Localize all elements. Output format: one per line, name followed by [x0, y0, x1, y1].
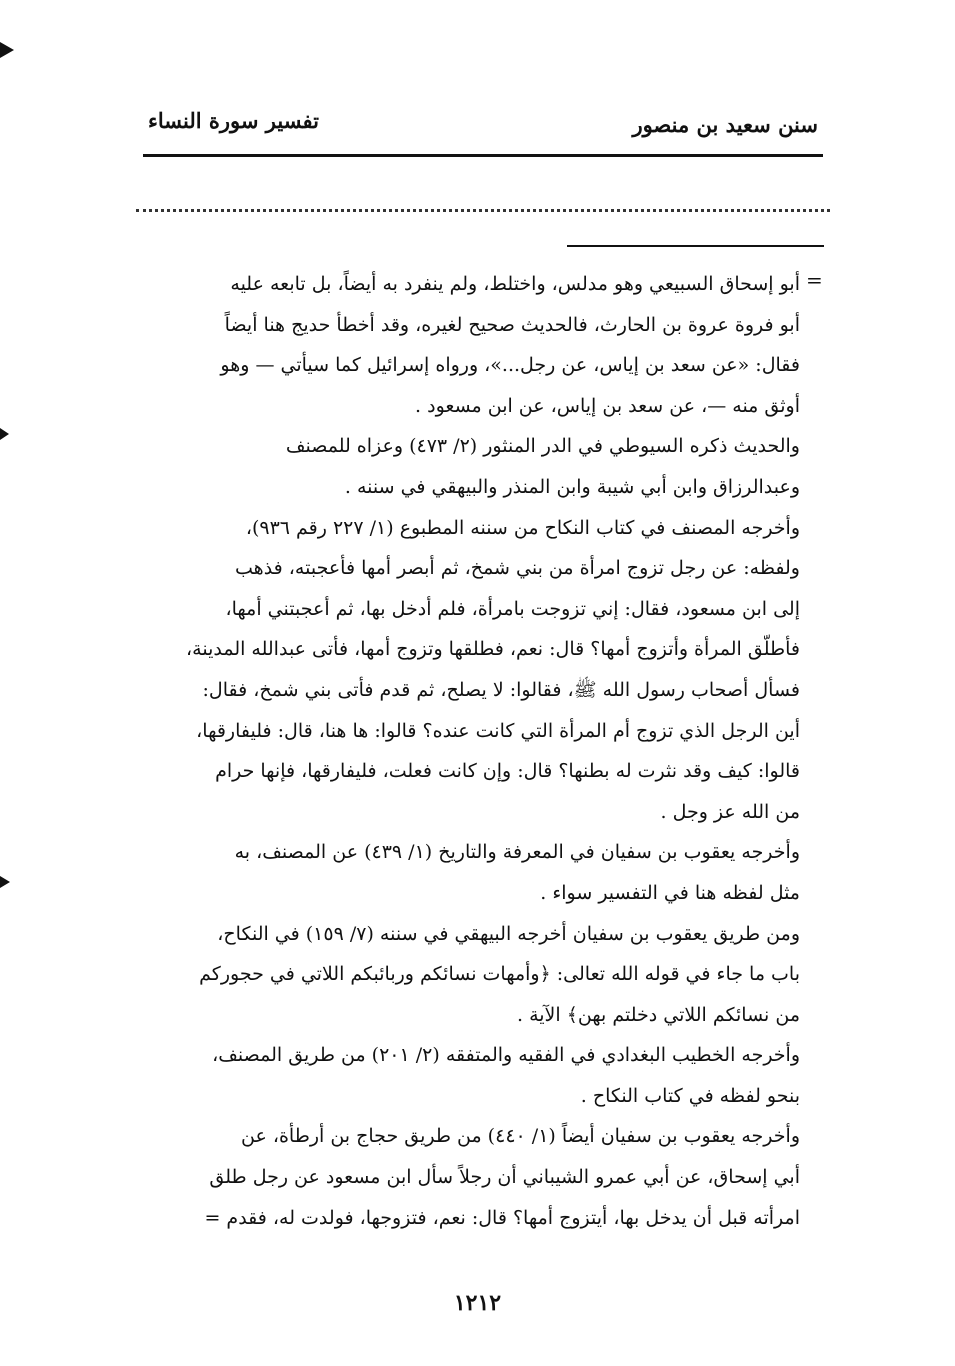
scan-margin-mark: [0, 876, 10, 888]
header-rule: [143, 154, 823, 157]
running-head: [140, 108, 822, 148]
text-line: أبو إسحاق السبيعي وهو مدلس، واختلط، ولم ينفرد به أيضاً، بل تابعه عليه: [230, 273, 800, 295]
text-line: أبو فروة عروة بن الحارث، فالحديث صحيح لغيره، وقد أخطأ حديج هنا أيضاً: [224, 313, 800, 336]
text-line: أين الرجل الذي تزوج أم المرأة التي كانت عنده؟ قالوا: ها هنا، قال: فليفارقها،: [196, 719, 800, 742]
text-line: وأخرجه يعقوب بن سفيان أيضاً (١/ ٤٤٠) من طريق حجاج بن أرطأة، عن: [241, 1125, 800, 1148]
scan-margin-mark: [0, 42, 14, 58]
chapter-title: تفسير سورة النساء: [148, 108, 319, 133]
text-line: مثل لفظه هنا في التفسير سواء .: [540, 881, 800, 904]
dotted-separator: [136, 209, 830, 212]
text-line: وأخرجه يعقوب بن سفيان في المعرفة والتاريخ (١/ ٤٣٩) عن المصنف، به: [234, 841, 800, 864]
footnote-rule: [567, 245, 824, 247]
text-line: فسأل أصحاب رسول الله ﷺ، فقالوا: لا يصلح، ثم قدم فأتى بني شمخ، فقال:: [202, 678, 800, 701]
text-line: وأخرجه المصنف في كتاب النكاح من سننه المطبوع (١/ ٢٢٧ رقم ٩٣٦)،: [245, 516, 800, 539]
text-line: قالوا: كيف وقد نثرت له بطنها؟ قال: وإن كانت فعلت، فليفارقها، فإنها حرام: [215, 760, 800, 783]
text-line: وأخرجه الخطيب البغدادي في الفقيه والمتفقه (٢/ ٢٠١) من طريق المصنف،: [212, 1044, 800, 1067]
text-line: وعبدالرزاق وابن أبي شيبة وابن المنذر والبيهقي في سننه .: [344, 475, 800, 498]
text-line: والحديث ذكره السيوطي في الدر المنثور (٢/ ٤٧٣) وعزاه للمصنف: [285, 435, 800, 458]
page-number: ١٢١٢: [453, 1290, 502, 1316]
text-line: امرأته قبل أن يدخل بها، أيتزوج أمها؟ قال: نعم، فتزوجها، فولدت له، فقدم =: [204, 1206, 800, 1229]
text-line: إلى ابن مسعود، فقال: إني تزوجت بامرأة، فلم أدخل بها، ثم أعجبتني أمها،: [225, 597, 800, 620]
scan-margin-mark: [0, 428, 9, 440]
text-line: بنحو لفظه في كتاب النكاح .: [580, 1084, 800, 1107]
text-line: فقال: «عن سعد بن إياس، عن رجل...»، ورواه إسرائيل كما سيأتي — وهو: [220, 354, 800, 377]
text-line: أبي إسحاق، عن أبي عمرو الشيباني أن رجلاً سأل ابن مسعود عن رجل طلق: [209, 1166, 800, 1189]
text-line: من نسائكم اللاتي دخلتم بهن﴾ الآية .: [516, 1003, 800, 1026]
text-line: باب ما جاء في قوله الله تعالى: ﴿وأمهات نسائكم وربائبكم اللاتي في حجوركم: [199, 963, 800, 986]
text-line: من الله عز وجل .: [660, 800, 800, 823]
continuation-mark: =: [806, 268, 823, 292]
text-line: ومن طريق يعقوب بن سفيان أخرجه البيهقي في سننه (٧/ ١٥٩) في النكاح،: [217, 922, 800, 945]
text-line: أوثق منه —، عن سعد بن إياس، عن ابن مسعود .: [415, 394, 800, 417]
text-line: فأطلّق المرأة وأتزوج أمها؟ قال: نعم، فطلقها وتزوج أمها، فأتى عبدالله المدينة،: [186, 638, 800, 661]
footnote-text: [132, 264, 800, 1238]
text-line: ولفظه: عن رجل تزوج امرأة من بني شمخ، ثم أبصر أمها فأعجبته، فذهب: [235, 557, 800, 580]
book-title: سنن سعيد بن منصور: [632, 112, 818, 137]
